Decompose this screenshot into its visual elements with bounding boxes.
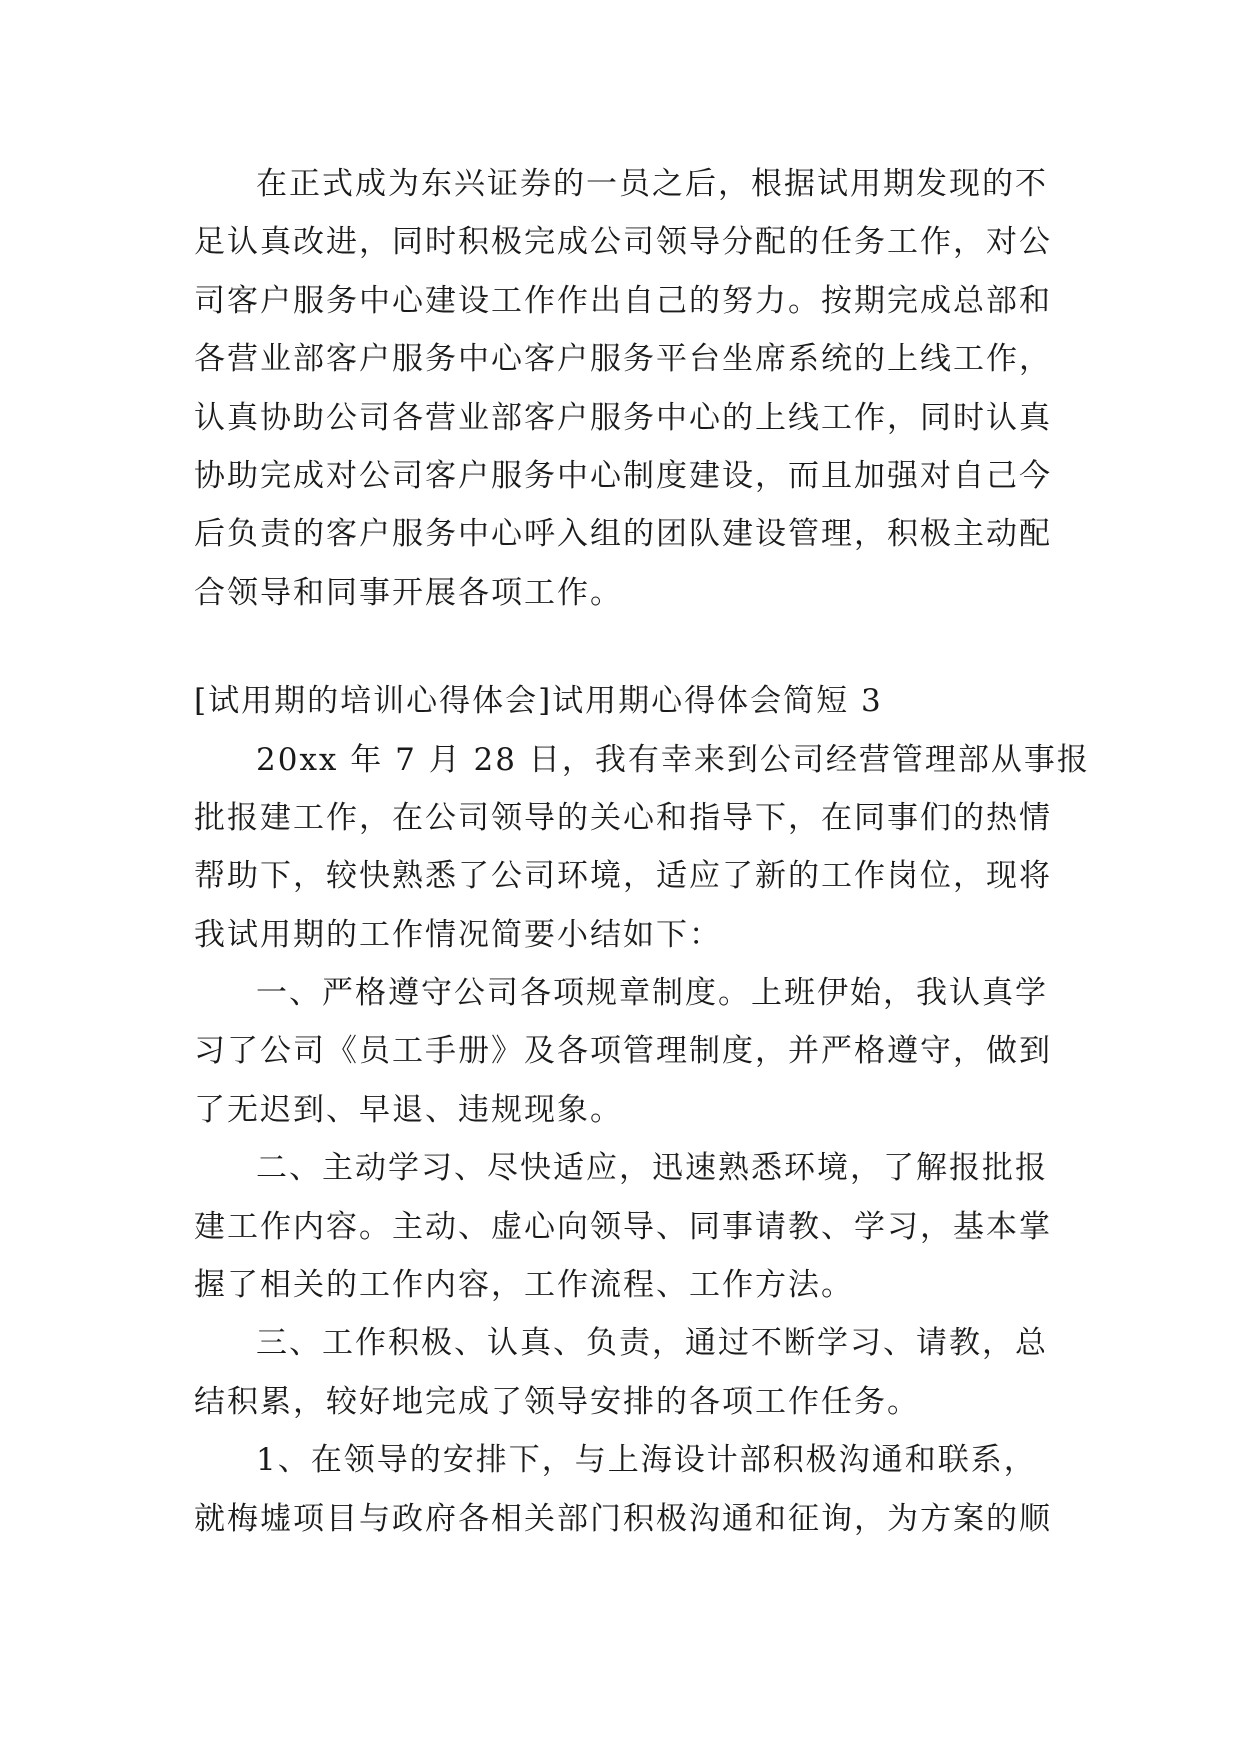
text-line: 批报建工作，在公司领导的关心和指导下，在同事们的热情 (194, 799, 1052, 836)
text-line: 建工作内容。主动、虚心向领导、同事请教、学习，基本掌 (194, 1208, 1052, 1245)
paragraph-point-3 (194, 1314, 1054, 1431)
text-line: 习了公司《员工手册》及各项管理制度，并严格遵守，做到 (194, 1033, 1052, 1070)
text-line: 握了相关的工作内容，工作流程、工作方法。 (194, 1267, 854, 1304)
paragraph-customer-service (194, 155, 1054, 622)
text-line: 司客户服务中心建设工作作出自己的努力。按期完成总部和 (194, 282, 1052, 319)
document-body (194, 155, 1090, 1548)
text-line: 结积累，较好地完成了领导安排的各项工作任务。 (194, 1383, 920, 1420)
paragraph-intro (194, 731, 1090, 965)
text-line: 就梅墟项目与政府各相关部门积极沟通和征询，为方案的顺 (194, 1500, 1052, 1537)
section-heading: [试用期的培训心得体会]试用期心得体会简短 3 (194, 683, 883, 720)
text-line: 20xx 年 7 月 28 日，我有幸来到公司经营管理部从事报 (256, 741, 1090, 778)
text-line: 协助完成对公司客户服务中心制度建设，而且加强对自己今 (194, 457, 1052, 494)
text-line: 帮助下，较快熟悉了公司环境，适应了新的工作岗位，现将 (194, 858, 1052, 895)
text-line: 后负责的客户服务中心呼入组的团队建设管理，积极主动配 (194, 516, 1052, 553)
text-line: 各营业部客户服务中心客户服务平台坐席系统的上线工作， (194, 341, 1052, 378)
paragraph-gap (194, 622, 1054, 672)
text-line: 我试用期的工作情况简要小结如下： (194, 916, 722, 953)
paragraph-point-1 (194, 964, 1054, 1139)
text-line: 一、严格遵守公司各项规章制度。上班伊始，我认真学 (256, 975, 1048, 1012)
paragraph-point-2 (194, 1139, 1054, 1314)
paragraph-subpoint-1 (194, 1431, 1054, 1548)
text-line: 足认真改进，同时积极完成公司领导分配的任务工作，对公 (194, 224, 1052, 261)
text-line: 三、工作积极、认真、负责，通过不断学习、请教，总 (256, 1325, 1048, 1362)
text-line: 了无迟到、早退、违规现象。 (194, 1091, 623, 1128)
text-line: 二、主动学习、尽快适应，迅速熟悉环境，了解报批报 (256, 1150, 1048, 1187)
text-line: 合领导和同事开展各项工作。 (194, 574, 623, 611)
text-line: 认真协助公司各营业部客户服务中心的上线工作，同时认真 (194, 399, 1052, 436)
text-line: 在正式成为东兴证券的一员之后，根据试用期发现的不 (256, 166, 1048, 202)
text-line: 1、在领导的安排下，与上海设计部积极沟通和联系， (256, 1442, 1037, 1479)
